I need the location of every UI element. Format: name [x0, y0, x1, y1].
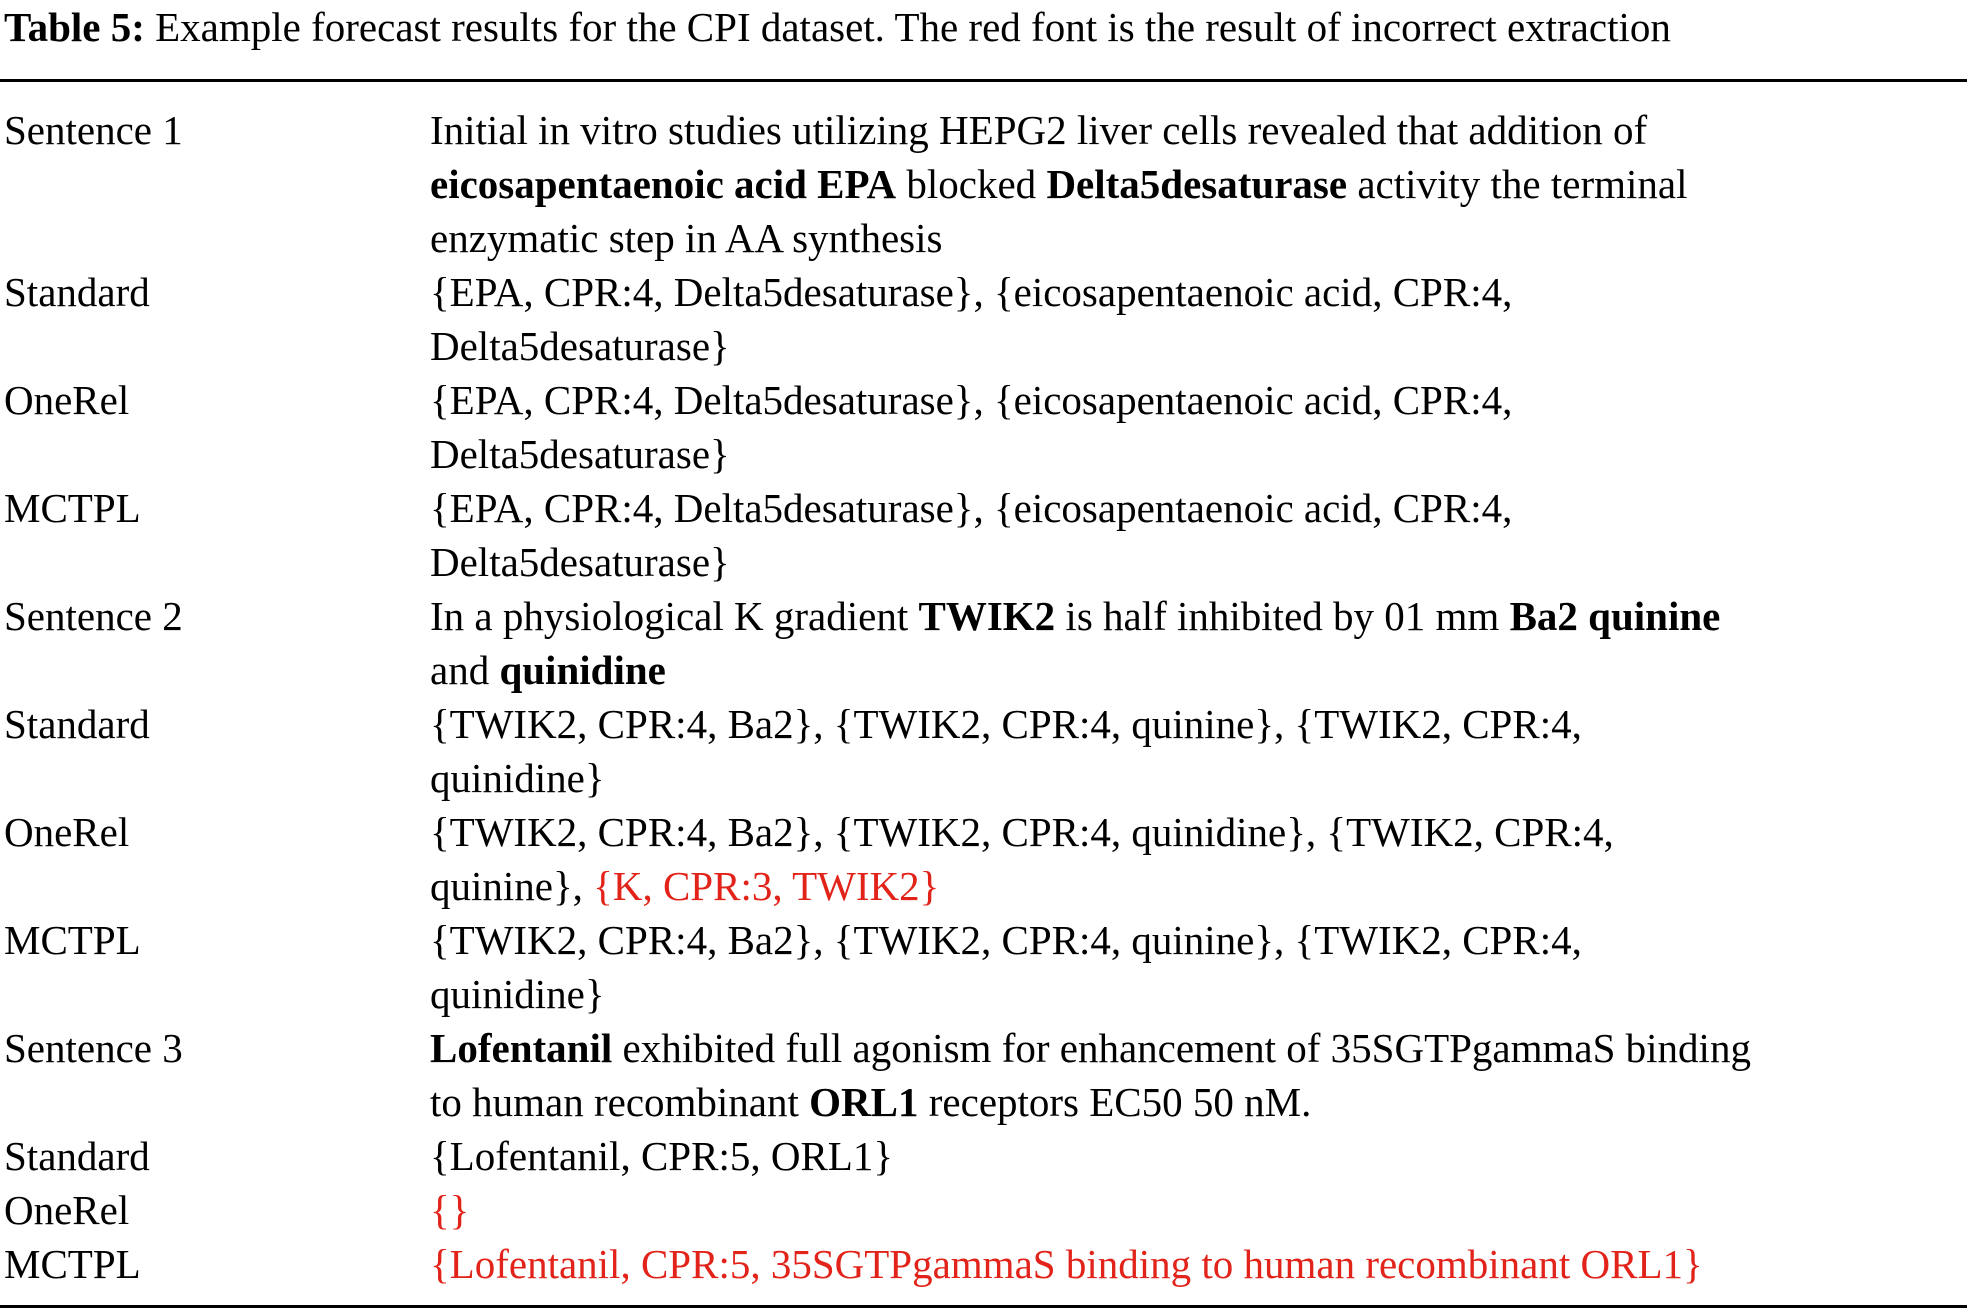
row-label: Standard [4, 269, 150, 315]
content-line [430, 481, 1965, 535]
row-label: MCTPL [4, 1241, 141, 1287]
content-line [430, 751, 1965, 805]
text-segment: Delta5desaturase} [430, 539, 730, 585]
text-segment: In a physiological K gradient [430, 593, 919, 639]
table-row [0, 805, 1967, 913]
content-line [430, 1183, 1965, 1237]
content-line [430, 1129, 1965, 1183]
content-line [430, 1237, 1965, 1291]
row-label: OneRel [4, 1187, 130, 1233]
text-segment: receptors EC50 50 nM. [918, 1079, 1312, 1125]
text-segment: {TWIK2, CPR:4, Ba2}, {TWIK2, CPR:4, quinine}, {TWIK2, CPR:4, [430, 701, 1582, 747]
content-line [430, 427, 1965, 481]
row-content [430, 1021, 1967, 1129]
entity-bold: Lofentanil [430, 1025, 613, 1071]
entity-bold: ORL1 [809, 1079, 919, 1125]
entity-bold: Delta5desaturase [1046, 161, 1348, 207]
row-content [430, 1237, 1967, 1291]
row-label: MCTPL [4, 917, 141, 963]
text-segment: activity the terminal [1347, 161, 1688, 207]
incorrect-extraction: {Lofentanil, CPR:5, 35SGTPgammaS binding to human recombinant ORL1} [430, 1241, 1703, 1287]
text-segment: to human recombinant [430, 1079, 810, 1125]
row-label: Sentence 2 [4, 593, 183, 639]
row-content [430, 373, 1967, 481]
table-row [0, 697, 1967, 805]
row-content [430, 1183, 1967, 1237]
row-content [430, 103, 1967, 265]
table-row [0, 103, 1967, 265]
content-line [430, 805, 1965, 859]
content-line [430, 643, 1965, 697]
content-line [430, 265, 1965, 319]
row-label: OneRel [4, 377, 130, 423]
incorrect-extraction: {} [430, 1187, 470, 1233]
table-bottom-rule [0, 1305, 1967, 1308]
table-top-rule [0, 79, 1967, 82]
table-caption [4, 0, 1671, 54]
row-label: Standard [4, 1133, 150, 1179]
table-row [0, 1021, 1967, 1129]
text-segment: {EPA, CPR:4, Delta5desaturase}, {eicosapentaenoic acid, CPR:4, [430, 269, 1513, 315]
text-segment: blocked [896, 161, 1047, 207]
content-line [430, 157, 1965, 211]
text-segment: {Lofentanil, CPR:5, ORL1} [430, 1133, 894, 1179]
content-line [430, 373, 1965, 427]
row-content [430, 805, 1967, 913]
table-caption-label: Table 5: [4, 4, 145, 50]
table-body [0, 103, 1967, 1291]
entity-bold: eicosapentaenoic acid EPA [430, 161, 897, 207]
text-segment: quinidine} [430, 755, 605, 801]
text-segment: {TWIK2, CPR:4, Ba2}, {TWIK2, CPR:4, quinidine}, {TWIK2, CPR:4, [430, 809, 1614, 855]
table-row [0, 1237, 1967, 1291]
text-segment: is half inhibited by 01 mm [1055, 593, 1510, 639]
content-line [430, 589, 1965, 643]
row-content [430, 481, 1967, 589]
row-label: Sentence 3 [4, 1025, 183, 1071]
table-row [0, 481, 1967, 589]
content-line [430, 1075, 1965, 1129]
row-content [430, 589, 1967, 697]
text-segment: exhibited full agonism for enhancement of 35SGTPgammaS binding [612, 1025, 1751, 1071]
row-content [430, 1129, 1967, 1183]
table-row [0, 913, 1967, 1021]
content-line [430, 913, 1965, 967]
table-caption-text: Example forecast results for the CPI dataset. The red font is the result of incorrect extraction [144, 4, 1671, 50]
content-line [430, 967, 1965, 1021]
table-row [0, 373, 1967, 481]
row-label: Standard [4, 701, 150, 747]
text-segment: quinidine} [430, 971, 605, 1017]
entity-bold: Ba2 quinine [1509, 593, 1721, 639]
content-line [430, 103, 1965, 157]
text-segment: {EPA, CPR:4, Delta5desaturase}, {eicosapentaenoic acid, CPR:4, [430, 377, 1513, 423]
row-label: OneRel [4, 809, 130, 855]
content-line [430, 697, 1965, 751]
row-content [430, 265, 1967, 373]
text-segment: {TWIK2, CPR:4, Ba2}, {TWIK2, CPR:4, quinine}, {TWIK2, CPR:4, [430, 917, 1582, 963]
content-line [430, 1021, 1965, 1075]
table-row [0, 1129, 1967, 1183]
entity-bold: TWIK2 [918, 593, 1056, 639]
text-segment: enzymatic step in AA synthesis [430, 215, 943, 261]
table-row [0, 589, 1967, 697]
row-label: MCTPL [4, 485, 141, 531]
text-segment: Delta5desaturase} [430, 431, 730, 477]
content-line [430, 859, 1965, 913]
table-row [0, 265, 1967, 373]
row-content [430, 697, 1967, 805]
text-segment: {EPA, CPR:4, Delta5desaturase}, {eicosapentaenoic acid, CPR:4, [430, 485, 1513, 531]
content-line [430, 319, 1965, 373]
row-label: Sentence 1 [4, 107, 183, 153]
table-row [0, 1183, 1967, 1237]
text-segment: quinine}, [430, 863, 594, 909]
content-line [430, 535, 1965, 589]
content-line [430, 211, 1965, 265]
entity-bold: quinidine [499, 647, 666, 693]
row-content [430, 913, 1967, 1021]
text-segment: Initial in vitro studies utilizing HEPG2 liver cells revealed that addition of [430, 107, 1648, 153]
text-segment: and [430, 647, 500, 693]
text-segment: Delta5desaturase} [430, 323, 730, 369]
incorrect-extraction: {K, CPR:3, TWIK2} [593, 863, 940, 909]
